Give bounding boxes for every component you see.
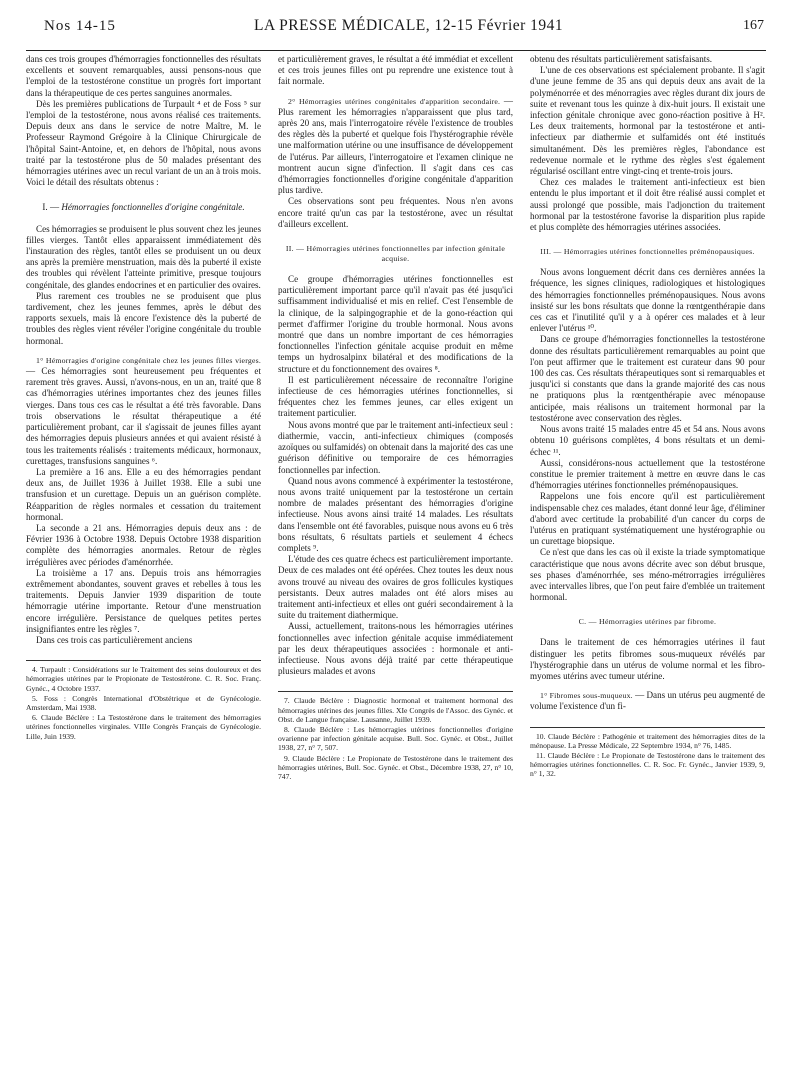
footnotes	[530, 727, 765, 779]
subsection-heading: 1° Fibromes sous-muqueux.	[540, 691, 633, 701]
paragraph: Rappelons une fois encore qu'il est particulièrement indispensable chez ces malades, étant donné leur âge, d'éliminer d'abord avec certitude la probabilité d'un cancer du corps de l'utérus en pratiquant systématiquement une hystérographie ou un curettage biopsique.	[530, 491, 765, 547]
paragraph: obtenu des résultats particulièrement satisfaisants.	[530, 54, 713, 64]
paragraph: Dans le traitement de ces hémorragies utérines il faut distinguer les petits fibromes sous-muqueux révélés par l'hystérographie dans un utérus de volume normal et les fibro-myomes utérins avec tumeur utérine.	[530, 637, 765, 681]
paragraph: Ce n'est que dans les cas où il existe la triade symptomatique caractéristique que nous avons décrite avec son début brusque, ses phases d'aménorrhée, ses méno-métrorragies irrégulières avec intervalles libres, que l'on peut faire d'emblée un traitement hormonal.	[530, 547, 765, 603]
paragraph: Quand nous avons commencé à expérimenter la testostérone, nous avons traité uniquement par la testostérone un certain nombre de malades présentant des hémorragies d'origine infectieuse. Nous avons ainsi traité 14 malades. Les résultats dans l'ensemble ont été favorables, puisque nous avons eu 6 très bons résultats, 6 résultats partiels et seulement 4 échecs complets ⁹.	[278, 475, 513, 553]
column-2	[278, 54, 513, 782]
paragraph: Dans ce groupe d'hémorragies fonctionnelles la testostérone donne des résultats particulièrement remarquables au point que l'on peut affirmer que le traitement est curateur dans 90 pour 100 des cas. Ces résultats thérapeutiques sont si remarquables et jusqu'ici si constants que dans la grande majorité des cas nous ne pratiquons plus la rœntgenthérapie avec ménopause anticipée, mais réalisons un traitement hormonal par la testostérone avec conservation des règles.	[530, 334, 765, 423]
paragraph: Ces observations sont peu fréquentes. Nous n'en avons encore traité qu'un cas par la testostérone, avec un résultat d'ailleurs excellent.	[278, 196, 513, 229]
footnote: 10. Claude Béclère : Pathogénie et traitement des hémorragies dites de la ménopause. La Presse Médicale, 22 Septembre 1934, n° 76, 1485.	[530, 731, 765, 750]
paragraph: et particulièrement graves, le résultat a été immédiat et excellent et ces trois jeunes filles ont pu reprendre une existence tout à fait normale.	[278, 54, 513, 87]
subsection-heading: 1° Hémorragies d'origine congénitale chez les jeunes filles vierges.	[36, 355, 261, 365]
page-number: 167	[743, 18, 764, 33]
paragraph: Aussi, considérons-nous actuellement que la testostérone constitue le premier traitement à mettre en œuvre dans le cas d'hémorragies utérines fonctionnelles préménopausiques.	[530, 457, 765, 491]
paragraph: Ces hémorragies se produisent le plus souvent chez les jeunes filles vierges. Tantôt elles apparaissent immédiatement dès l'instauration des règles, tantôt elles se produisent un ou deux ans après la première menstruation, mais dès la puberté il existe des troubles qui révèlent l'atteinte primitive, presque toujours congénitale, des glandes endocrines et en particulier des ovaires.	[26, 223, 262, 290]
section-heading: II. — Hémorragies utérines fonctionnelles par infection génitale acquise.	[285, 244, 506, 264]
journal-page	[26, 16, 766, 1070]
column-1	[26, 54, 261, 742]
footnote: 4. Turpault : Considérations sur le Traitement des seins douloureux et des hémorragies utérines par le Propionate de Testostérone. C. R. Soc. Franç. Gynéc., 4 Octobre 1937.	[26, 665, 261, 693]
paragraph: dans ces trois groupes d'hémorragies fonctionnelles des résultats excellents et souvent remarquables, aussi pensons-nous que l'emploi de la testostérone constitue un progrès fort important dans la thérapeutique de ces pertes sanguines anormales.	[26, 54, 261, 98]
paragraph: Chez ces malades le traitement anti-infectieux est bien entendu le plus important et il doit être réalisé aussi complet et aussi prolongé que possible, mais l'adjonction du traitement hormonal par la testostérone favorise la disparition plus rapide et plus complète des hémorragies utérines associées.	[530, 177, 765, 233]
paragraph: L'étude des ces quatre échecs est particulièrement importante. Deux de ces malades ont été opérées. Chez toutes les deux nous avons trouvé au niveau des ovaires de gros follicules kystiques persistants. Deux autres malades ont été alors mises au traitement anti-infectieux et elles ont guéri secondairement à la suite du traitement diathermique.	[278, 554, 513, 621]
issue-number: Nos 14-15	[44, 18, 116, 34]
paragraph: Nous avons montré que par le traitement anti-infectieux seul : diathermie, vaccin, anti-infectieux chimiques (composés azoïques ou sulfamidés) on obtenait dans la majorité des cas une guérison définitive ou temporaire de ces hémorragies fonctionnelles par infection.	[278, 419, 513, 475]
footnote: 11. Claude Béclère : Le Propionate de Testostérone dans le traitement des hémorragies utérines fonctionnelles. C. R. Soc. Fr. Gynéc., Janvier 1939, 9, n° 1, 32.	[530, 750, 765, 779]
paragraph: Dès les premières publications de Turpault ⁴ et de Foss ⁵ sur l'emploi de la testostérone, nous avons réalisé ces traitements. Depuis deux ans dans le service de notre Maître, M. le Professeur Raymond Grégoire à la Clinique Chirurgicale de l'hôpital Saint-Antoine, et, en dehors de l'hôpital, nous avons traité par la testostérone plus de 50 malades présentant des hémorragies utérines avec un recul variant de un an à trois mois. Voici le détail des résultats obtenus :	[26, 98, 261, 188]
paragraph: 1° Hémorragies d'origine congénitale chez les jeunes filles vierges. — Ces hémorragies sont heureusement peu fréquentes et rarement très graves. Aussi, n'avons-nous, en un an, traité que 8 cas d'hémorragies utérines importantes chez des jeunes filles vierges. Dans tous ces cas le résultat a été très favorable. Dans trois observations le résultat thérapeutique a été particulièrement probant, car il s'agissait de jeunes filles ayant des hémorragies depuis plusieurs années et qui avaient résisté à tous les traitements réalisés : traitements médicaux, hormonaux, curettages, transfusions sanguines ⁶.	[26, 355, 261, 466]
footnote: 5. Foss : Congrès International d'Obstétrique et de Gynécologie. Amsterdam, Mai 1938.	[26, 693, 261, 712]
paragraph: La troisième a 17 ans. Depuis trois ans hémorragies extrêmement abondantes, souvent graves et rebelles à tous les traitements. Depuis Janvier 1939 disparition de toute hémorragie utérine importante. Retour d'une menstruation encore irrégulière. Persistance de quelques petites pertes insignifiantes entre les règles ⁷.	[26, 567, 261, 634]
page-header	[26, 16, 766, 51]
paragraph: 1° Fibromes sous-muqueux. — Dans un utérus peu augmenté de volume l'existence d'un fi-	[530, 690, 765, 712]
section-heading: C. — Hémorragies utérines par fibrome.	[578, 617, 717, 627]
section-heading: III. — Hémorragies utérines fonctionnelles préménopausiques.	[540, 247, 755, 257]
paragraph: Nous avons traité 15 malades entre 45 et 54 ans. Nous avons obtenu 10 guérisons complètes, 4 bons résultats et un demi-échec ¹¹.	[530, 424, 765, 457]
footnote: 8. Claude Béclère : Les hémorragies utérines fonctionnelles d'origine ovarienne par infection génitale acquise. Bull. Soc. Gynéc. et Obst., Juillet 1938, 27, n° 7, 507.	[278, 724, 513, 753]
paragraph: Aussi, actuellement, traitons-nous les hémorragies utérines fonctionnelles avec infection génitale acquise immédiatement par les deux thérapeutiques associées : hormonale et anti-infectieuse. Nous avons déjà traité par cette thérapeutique plusieurs malades et avons	[278, 621, 513, 677]
journal-title: LA PRESSE MÉDICALE, 12-15 Février 1941	[254, 17, 564, 34]
column-3	[530, 54, 765, 780]
paragraph: La première a 16 ans. Elle a eu des hémorragies pendant deux ans, de Juillet 1936 à Juillet 1938. Elle a subi une transfusion et un curettage. Depuis un an guérison complète. Réapparition de règles normales et cessation du traitement hormonal.	[26, 466, 261, 522]
subsection-heading: 2° Hémorragies utérines congénitales d'apparition secondaire.	[288, 96, 501, 106]
paragraph: La seconde a 21 ans. Hémorragies depuis deux ans : de Février 1936 à Octobre 1938. Depuis Octobre 1938 disparition complète des hémorragies anormales. Retour de règles irrégulières avec périodes d'aménorrhée.	[26, 522, 261, 567]
paragraph: 2° Hémorragies utérines congénitales d'apparition secondaire. — Plus rarement les hémorragies n'apparaissent que plus tard, après 20 ans, mais l'interrogatoire révèle l'existence de troubles des règles dès la puberté et quelque fois l'hystérographie révèle une malformation utérine ou une insuffisance de développement de l'utérus. Par ailleurs, l'interrogatoire et l'examen clinique ne montrent aucun signe d'infection. Il s'agit dans ces cas d'hémorragies fonctionnelles d'origine congénitale d'apparition plus tardive.	[278, 95, 513, 196]
paragraph: Nous avons longuement décrit dans ces dernières années la fréquence, les signes cliniques, radiologiques et histologiques des hémorragies fonctionnelles préménopausiques. Nous avons insisté sur les bons résultats que donne la rœntgenthérapie dans ces cas et l'inutilité qu'il y a à opérer ces malades et à leur enlever l'utérus ¹⁰.	[530, 267, 765, 334]
footnotes	[26, 660, 261, 741]
footnote: 9. Claude Béclère : Le Propionate de Testostérone dans le traitement des hémorragies utérines, Bull. Soc. Gynéc. et Obst., Décembre 1938, 27, n° 10, 747.	[278, 753, 513, 781]
paragraph: L'une de ces observations est spécialement probante. Il s'agit d'une jeune femme de 35 ans qui depuis deux ans avait de la polyménorrée et des ménorragies avec règles durant dix jours de suite et revenant tous les quinze à dix-huit jours. Il existait une infection génitale chronique avec gono-réaction positive à H². Les deux traitements, hormonal par la testostérone et anti-infectieux par diathermie et sulfamidés ont été institués simultanément. Dès les premières règles, l'abondance est redevenue normale et le rythme des règles s'est également régularisé oscillant entre vingt-cinq et trente-trois jours.	[530, 65, 765, 177]
footnote: 6. Claude Béclère : La Testostérone dans le traitement des hémorragies utérines fonctionnelles virginales. VIIIe Congrès Français de Gynécologie. Lille, Juin 1939.	[26, 713, 261, 741]
section-heading: I. — Hémorragies fonctionnelles d'origine congénitale.	[42, 202, 245, 213]
paragraph: Plus rarement ces troubles ne se produisent que plus tardivement, chez les jeunes femmes, après le début des rapports sexuels, mais là encore l'existence dès la puberté de troubles des règles vient révéler l'origine congénitale du trouble hormonal.	[26, 290, 261, 346]
paragraph: Il est particulièrement nécessaire de reconnaître l'origine infectieuse de ces hémorragies utérines fonctionnelles, si fréquentes chez les femmes jeunes, car elles exigent un traitement particulier.	[278, 374, 513, 419]
footnote: 7. Claude Béclère : Diagnostic hormonal et traitement hormonal des hémorragies utérines des jeunes filles. XIe Congrès de l'Assoc. des Gynéc. et Obst. de Langue française. Lausanne, Juillet 1939.	[278, 696, 513, 724]
paragraph: Ce groupe d'hémorragies utérines fonctionnelles est particulièrement important parce qu'il n'avait pas été jusqu'ici suffisamment individualisé et mis en relief. C'est l'ensemble de la clinique, de la salpingographie et de la gono-réaction qui permet d'affirmer l'origine du trouble hormonal. Nous avons montré que dans un nombre important de ces hémorragies fonctionnelles l'infection génitale acquise produit en même temps un hydrosalpinx bilatéral et des modifications de la structure et du fonctionnement des ovaires ⁸.	[278, 274, 513, 374]
paragraph: Dans ces trois cas particulièrement anciens	[36, 634, 193, 645]
footnotes	[278, 691, 513, 781]
